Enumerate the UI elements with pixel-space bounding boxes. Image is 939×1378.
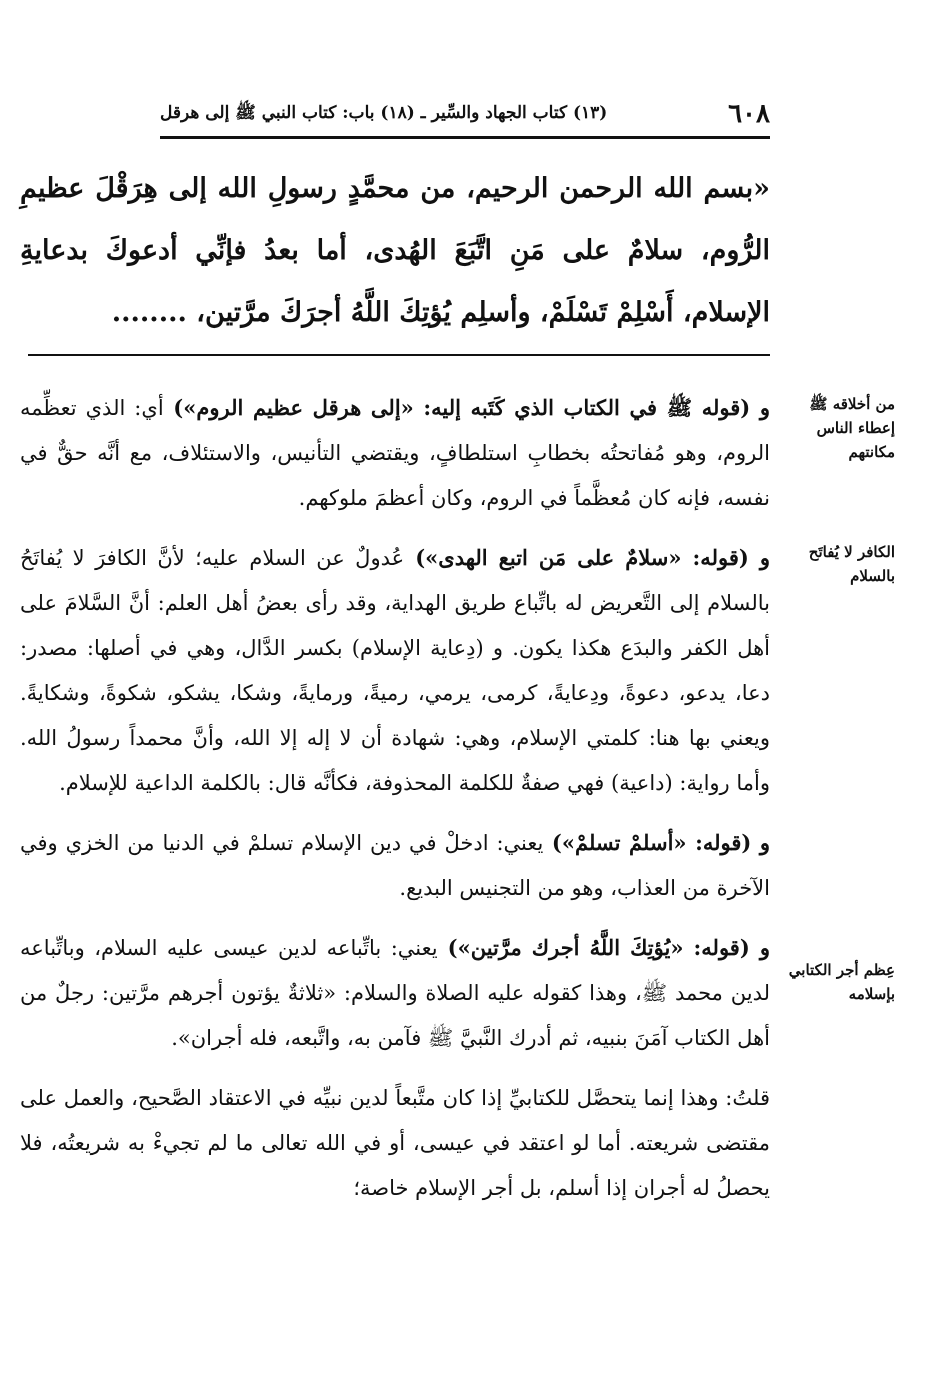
quoted-phrase: و (قوله: «أسلمْ تسلمْ») — [543, 830, 770, 855]
paragraph-text: أي: الذي تعظِّمه الروم، وهو مُفاتحتُه بخطابِ استلطافٍ، ويقتضي التأنيس، والاستئلاف، مع أنَّه حقٌّ في نفسه، فإنه كان مُعظَّماً في الروم، وكان أعظمَ ملوكهم. — [20, 396, 770, 510]
running-head: (١٣) كتاب الجهاد والسِّير ـ (١٨) باب: كتاب النبي ﷺ إلى هرقل — [160, 102, 608, 123]
paragraph-text: عُدولٌ عن السلام عليه؛ لأنَّ الكافرَ لا يُفاتَحُ بالسلام إلى التَّعريض له باتِّباع طريق الهداية، وقد رأى بعضُ أهل العلم: أنَّ السَّلامَ على أهل الكفر والبدَع هكذا يكون. و (دِعاية الإسلام) بكسر الدَّال، وهي في أصلها: مصدر: دعا، يدعو، دعوةً، ودِعايةً، كرمى، يرمي، رميةً، ورمايةً، وشكا، يشكو، شكوةً، وشكايةً. ويعني بها هنا: كلمتي الإسلام، وهي: شهادة أن لا إله إلا الله، وأنَّ محمداً رسولُ الله. وأما رواية: (داعية) فهي صفةٌ للكلمة المحذوفة، فكأنَّه قال: بالكلمة الداعية للإسلام. — [20, 546, 771, 795]
commentary-paragraph — [20, 535, 770, 806]
commentary-paragraph — [20, 385, 770, 521]
paragraph-text: يعني: ادخلْ في دين الإسلام تسلمْ في الدنيا من الخزي وفي الآخرة من العذاب، وهو من التجنيس البديع. — [20, 831, 770, 900]
margin-note: من أخلاقه ﷺ إعطاء الناس مكانتهم — [809, 395, 895, 461]
hadith-text: «بسم الله الرحمن الرحيم، من محمَّدٍ رسولِ الله إلى هِرَقْلَ عظيمِ الرُّوم، سلامٌ على مَنِ اتَّبَعَ الهُدى، أما بعدُ فإنِّي أدعوكَ بدعايةِ الإسلام، أَسْلِمْ تَسْلَمْ، وأسلِم يُؤتِكَ اللَّهُ أجرَكَ مرَّتين، ........ — [20, 173, 770, 328]
page-number: ٦٠٨ — [728, 99, 770, 129]
quoted-phrase: و (قوله ﷺ في الكتاب الذي كَتَبه إليه: «إلى هرقل عظيم الروم») — [163, 395, 770, 420]
paragraph-text: قلتُ: وهذا إنما يتحصَّل للكتابيِّ إذا كان متَّبعاً لدين نبيِّه في الاعتقاد الصَّحيح، والعمل على مقتضى شريعته. أما لو اعتقد في عيسى، أو في الله تعالى ما لم تجيءْ به شريعتُه، فلا يحصلُ له أجران إذا أسلم، بل أجر الإسلام خاصة؛ — [20, 1086, 770, 1200]
commentary-paragraph — [20, 820, 770, 911]
paragraph-text: يعني: باتِّباعه لدين عيسى عليه السلام، وباتِّباعه لدين محمد ﷺ، وهذا كقوله عليه الصلاة والسلام: «ثلاثةٌ يؤتون أجرهم مرَّتين: رجلٌ من أهل الكتاب آمَنَ بنبيه، ثم أدرك النَّبيَّ ﷺ فآمن به، واتَّبعه، فله أجران». — [20, 936, 770, 1050]
quoted-phrase: و (قوله: «يُؤتِكَ اللَّهُ أجرك مرَّتين») — [437, 935, 770, 960]
page-header — [160, 96, 770, 132]
header-rule — [160, 136, 770, 139]
commentary — [20, 385, 770, 1225]
commentary-paragraph — [20, 925, 770, 1061]
margin-note: عِظم أجر الكتابي بإسلامه — [788, 961, 895, 1003]
quoted-phrase: و (قوله: «سلامٌ على مَن اتبع الهدى») — [404, 545, 770, 570]
commentary-paragraph — [20, 1075, 770, 1211]
section-divider — [28, 354, 770, 356]
margin-note: الكافر لا يُفاتَح بالسلام — [808, 543, 895, 585]
